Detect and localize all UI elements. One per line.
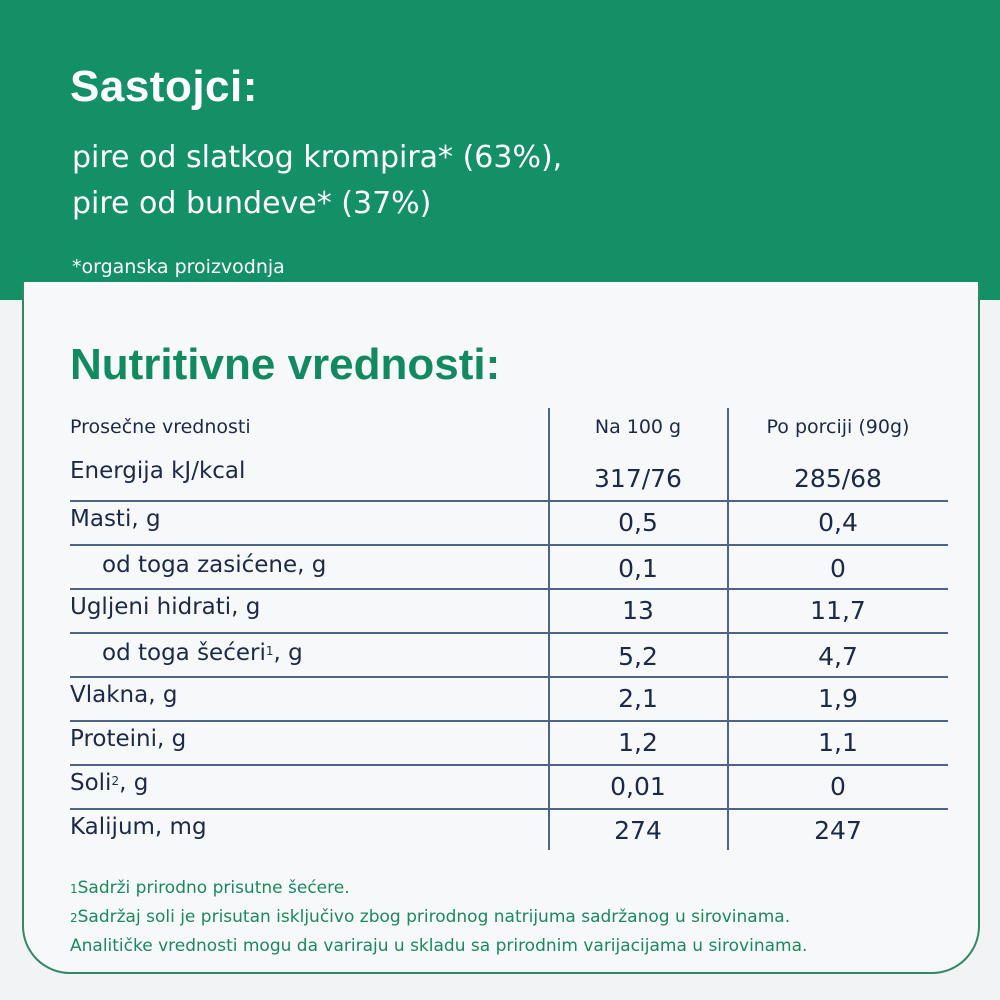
table-row: [70, 502, 948, 546]
footnote-2: [70, 907, 790, 927]
row-per100: 0,5: [618, 508, 658, 537]
row-portion: 0: [830, 772, 846, 801]
row-per100: 317/76: [594, 464, 682, 493]
header-per-portion: Po porciji (90g): [766, 416, 910, 438]
row-per100: 1,2: [618, 728, 658, 757]
footnote-marker: 1: [70, 882, 78, 896]
row-portion: 0,4: [818, 508, 858, 537]
table-row: [70, 810, 948, 852]
row-portion: 11,7: [810, 596, 866, 625]
row-portion: 4,7: [818, 642, 858, 671]
row-portion: 0: [830, 554, 846, 583]
ingredient-line-1: pire od slatkog krompira* (63%),: [72, 140, 563, 175]
table-row: [70, 546, 948, 590]
table-row: [70, 634, 948, 678]
footnote-1: [70, 878, 350, 898]
ingredients-title: Sastojci:: [70, 62, 258, 111]
footnote-text: Sadrži prirodno prisutne šećere.: [77, 878, 350, 898]
row-label-suffix: , g: [119, 770, 149, 796]
row-label: [70, 640, 303, 666]
row-per100: 0,1: [618, 554, 658, 583]
row-per100: 13: [622, 596, 654, 625]
row-portion: 1,9: [818, 684, 858, 713]
row-per100: 2,1: [618, 684, 658, 713]
row-label: Vlakna, g: [70, 682, 178, 708]
row-portion: 247: [814, 816, 862, 845]
table-row: [70, 722, 948, 766]
footnote-marker: 2: [111, 774, 120, 788]
table-row: [70, 590, 948, 634]
row-label: Proteini, g: [70, 726, 187, 752]
organic-note: *organska proizvodnja: [72, 256, 285, 278]
table-row: [70, 678, 948, 722]
row-label: [70, 770, 148, 796]
footnote-text: Sadržaj soli je prisutan isključivo zbog prirodnog natrijuma sadržanog u sirovinama.: [77, 907, 791, 927]
header-avg-values: Prosečne vrednosti: [70, 416, 251, 438]
row-per100: 0,01: [610, 772, 666, 801]
row-label: Masti, g: [70, 506, 161, 532]
row-label-text: Soli: [70, 770, 112, 796]
table-row: [70, 458, 948, 502]
table-header-row: [70, 416, 948, 460]
row-portion: 285/68: [794, 464, 882, 493]
footnote-marker: 2: [70, 911, 78, 925]
row-portion: 1,1: [818, 728, 858, 757]
row-per100: 274: [614, 816, 662, 845]
nutrition-title: Nutritivne vrednosti:: [70, 340, 501, 389]
footnote-marker: 1: [265, 644, 274, 658]
row-label-suffix: , g: [273, 640, 303, 666]
ingredients-banner: [0, 0, 1000, 300]
header-per-100g: Na 100 g: [594, 416, 682, 438]
row-label: Kalijum, mg: [70, 814, 207, 840]
footnote-3: Analitičke vrednosti mogu da variraju u skladu sa prirodnim varijacijama u sirovinama.: [70, 936, 808, 956]
ingredient-line-2: pire od bundeve* (37%): [72, 186, 432, 221]
row-per100: 5,2: [618, 642, 658, 671]
row-label: Energija kJ/kcal: [70, 458, 246, 484]
row-label: od toga zasićene, g: [102, 552, 327, 578]
row-label: Ugljeni hidrati, g: [70, 594, 261, 620]
row-label-text: od toga šećeri: [102, 640, 266, 666]
table-row: [70, 766, 948, 810]
